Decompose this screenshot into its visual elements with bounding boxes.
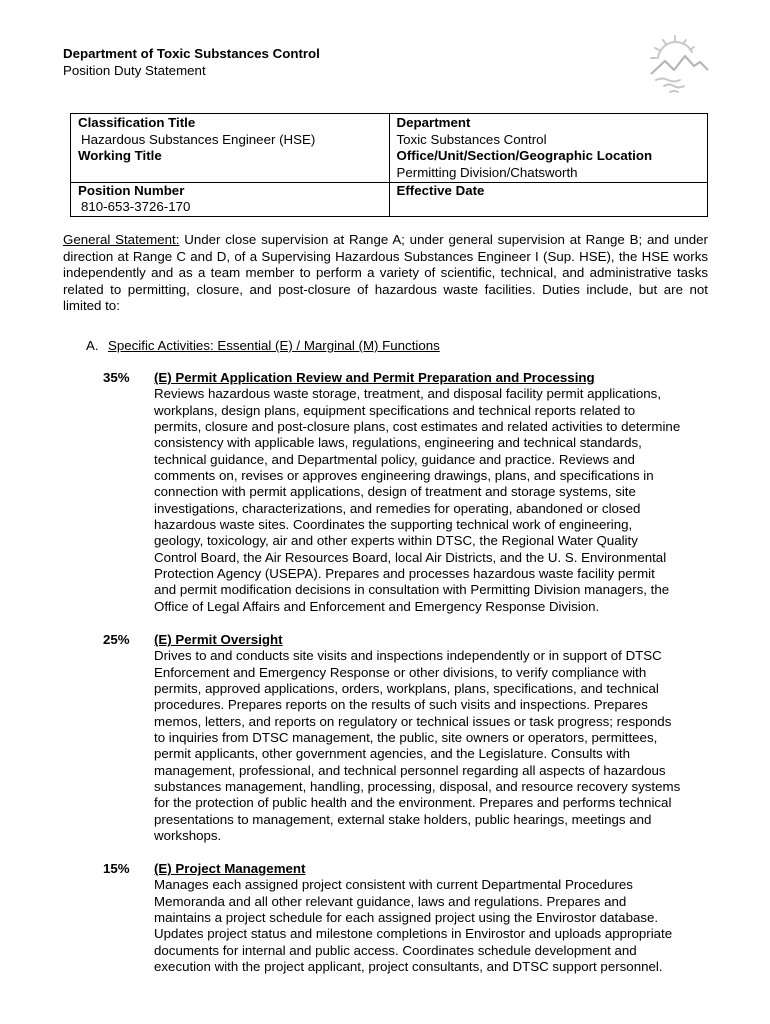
duty-line: workshops. [154, 828, 222, 844]
section-a-letter: A. [86, 338, 99, 353]
working-title-label: Working Title [78, 148, 162, 163]
duty-item [103, 632, 708, 844]
duty-line: documents for internal and public access. Coordinates schedule development and [154, 942, 637, 958]
department-value: Toxic Substances Control [396, 131, 547, 147]
classification-cell [71, 114, 390, 183]
duty-line: Protection Agency (USEPA). Prepares and processes hazardous waste facility permit [154, 566, 655, 582]
duty-percent: 35% [103, 370, 130, 385]
duty-line: for the protection of public health and the environment. Prepares and performs technical [154, 795, 672, 811]
duty-line: substances management, handling, processing, disposal, and resource recovery systems [154, 779, 681, 795]
position-number-value: 810-653-3726-170 [81, 199, 191, 214]
general-statement-label: General Statement: [63, 232, 180, 247]
duty-line: procedures. Prepares reports on the results of such visits and inspections. Prepares [154, 697, 648, 713]
position-number-cell [71, 182, 390, 216]
position-number-label: Position Number [78, 182, 185, 198]
duty-percent: 25% [103, 632, 130, 647]
duty-line: Drives to and conducts site visits and inspections independently or in support of DTSC [154, 648, 662, 664]
general-statement-text: Under close supervision at Range A; under general supervision at Range B; and under direction at Range C and D, of a Supervising Hazardous Substances Engineer I (Sup. HSE), the HSE works independently and as a team member to perform a variety of scientific, technical, and administrative tasks related to permitting, closure, and post-closure of hazardous waste facilities. Duties include, but are not limited to: [63, 232, 708, 313]
duty-line: permits, closure and post-closure plans, cost estimates and related activities to determine [154, 419, 681, 435]
duty-line: workplans, design plans, equipment specifications and technical reports related to [154, 402, 636, 418]
duty-line: technical guidance, and Departmental policy, guidance and practice. Reviews and [154, 451, 635, 467]
duty-title: (E) Project Management [154, 861, 306, 876]
position-info-table [70, 113, 708, 217]
duty-line: hazardous waste sites. Coordinates the supporting technical work of engineering, [154, 517, 633, 533]
duty-line: geology, toxicology, air and other experts within DTSC, the Regional Water Quality [154, 533, 638, 549]
duty-line: to inquiries from DTSC management, the public, site owners or operators, permittees, [154, 730, 658, 746]
duty-line: comments on, revises or approves engineering drawings, plans, and specifications in [154, 468, 654, 484]
duty-line: management, professional, and technical personnel regarding all aspects of hazardous [154, 762, 666, 778]
duty-line: Office of Legal Affairs and Enforcement and Emergency Response Division. [154, 598, 600, 614]
document-title: Position Duty Statement [63, 63, 206, 78]
section-a-heading [86, 337, 440, 354]
classification-title-label: Classification Title [78, 115, 196, 130]
effective-date-label: Effective Date [396, 182, 485, 198]
office-location-label: Office/Unit/Section/Geographic Location [396, 148, 653, 163]
general-statement [63, 232, 708, 315]
duty-line: Reviews hazardous waste storage, treatment, and disposal facility permit applications, [154, 386, 662, 402]
duty-line: permit applicants, other government agencies, and the Legislature. Consults with [154, 746, 631, 762]
working-title-value [78, 165, 382, 182]
duty-line: investigations, characterizations, and remedies for operating, abandoned or closed [154, 500, 641, 516]
duty-line: Enforcement and Emergency Response or other divisions, to verify compliance with [154, 664, 647, 680]
section-a-title: Specific Activities: Essential (E) / Marginal (M) Functions [108, 338, 440, 353]
duty-line: Control Board, the Air Resources Board, local Air Districts, and the U. S. Environmental [154, 549, 667, 565]
department-label: Department [396, 115, 471, 130]
duty-title: (E) Permit Oversight [154, 632, 283, 647]
duty-line: execution with the project applicant, project consultants, and DTSC support personnel. [154, 959, 663, 975]
duty-line: connection with permit applications, design of treatment and storage systems, site [154, 484, 636, 500]
office-location-value: Permitting Division/Chatsworth [396, 164, 578, 180]
department-cell [389, 114, 708, 183]
duty-line: Updates project status and milestone completions in Envirostor and uploads appropriate [154, 926, 673, 942]
duty-title: (E) Permit Application Review and Permit Preparation and Processing [154, 370, 595, 385]
effective-date-cell [389, 182, 708, 216]
duty-line: consistency with applicable laws, regulations, engineering and technical standards, [154, 435, 642, 451]
duty-percent: 15% [103, 861, 130, 876]
duty-line: permits, approved applications, orders, workplans, plans, specifications, and technical [154, 681, 659, 697]
duty-line: memos, letters, and reports on regulatory or technical issues or task progress; responds [154, 713, 672, 729]
duty-line: Manages each assigned project consistent with current Departmental Procedures [154, 877, 633, 893]
duty-line: presentations to management, external stake holders, public hearings, meetings and [154, 811, 652, 827]
duty-item [103, 861, 708, 975]
duty-line: and permit modification decisions in consultation with Permitting Division managers, the [154, 582, 670, 598]
classification-title-value: Hazardous Substances Engineer (HSE) [81, 131, 316, 147]
duty-item [103, 370, 708, 615]
duty-line: maintains a project schedule for each assigned project using the Envirostor database. [154, 910, 659, 926]
dtsc-sun-mountain-logo-icon [648, 34, 710, 96]
document-header [63, 45, 320, 79]
department-title: Department of Toxic Substances Control [63, 46, 320, 61]
duty-line: Memoranda and all other relevant guidance, laws and regulations. Prepares and [154, 893, 627, 909]
